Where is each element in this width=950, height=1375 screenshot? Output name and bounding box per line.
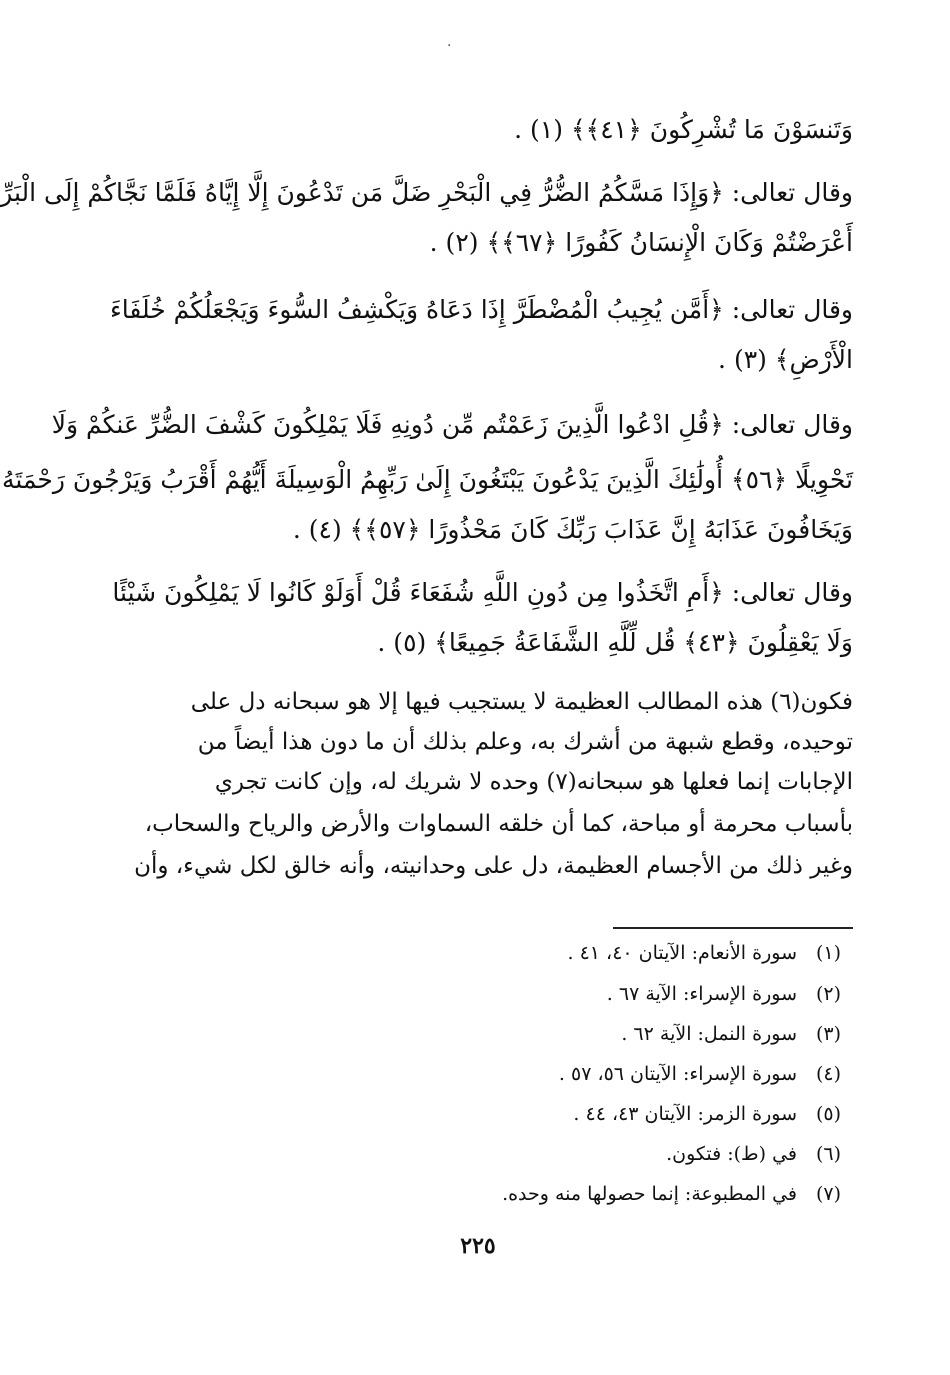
footnote-text: في (ط): فتكون. <box>666 1143 797 1165</box>
footnote <box>559 1059 841 1089</box>
verse-line: وقال تعالى: ﴿أَمِ اتَّخَذُوا مِن دُونِ اللَّهِ شُفَعَاءَ قُلْ أَوَلَوْ كَانُوا لَا يَمْلِكُونَ شَيْئًا <box>112 578 853 607</box>
body-line: بأسباب محرمة أو مباحة، كما أن خلقه السماوات والأرض والرياح والسحاب، <box>144 811 853 837</box>
verse-line: وقال تعالى: ﴿قُلِ ادْعُوا الَّذِينَ زَعَمْتُم مِّن دُونِهِ فَلَا يَمْلِكُونَ كَشْفَ الضُّرِّ عَنكُمْ وَلَا <box>51 410 853 439</box>
footnote-separator <box>613 927 853 929</box>
footnote <box>568 938 842 968</box>
footnote-number: (٢) <box>815 983 841 1005</box>
verse-line: وَيَخَافُونَ عَذَابَهُ إِنَّ عَذَابَ رَبِّكَ كَانَ مَحْذُورًا ﴿٥٧﴾﴾ (٤) . <box>292 515 853 544</box>
footnote-number: (٣) <box>815 1023 841 1045</box>
body-line: الإجابات إنما فعلها هو سبحانه(٧) وحده لا شريك له، وإن كانت تجري <box>214 769 853 795</box>
footnote-text: سورة النمل: الآية ٦٢ . <box>621 1023 797 1045</box>
verse-line: وقال تعالى: ﴿وَإِذَا مَسَّكُمُ الضُّرُّ فِي الْبَحْرِ ضَلَّ مَن تَدْعُونَ إِلَّا إِيَّاهُ فَلَمَّا نَجَّاكُمْ إِلَى الْبَرِّ <box>0 178 853 207</box>
body-line: وغير ذلك من الأجسام العظيمة، دل على وحدانيته، وأنه خالق لكل شيء، وأن <box>134 853 853 879</box>
verse-line: وَتَنسَوْنَ مَا تُشْرِكُونَ ﴿٤١﴾﴾ (١) . <box>514 115 853 144</box>
footnote-number: (٧) <box>815 1183 841 1205</box>
verse-line: أَعْرَضْتُمْ وَكَانَ الْإِنسَانُ كَفُورًا ﴿٦٧﴾﴾ (٢) . <box>429 228 853 257</box>
verse-line: تَحْوِيلًا ﴿٥٦﴾ أُولَٰئِكَ الَّذِينَ يَدْعُونَ يَبْتَغُونَ إِلَىٰ رَبِّهِمُ الْوَسِيلَةَ أَيُّهُمْ أَقْرَبُ وَيَرْجُونَ رَحْمَتَهُ <box>2 465 853 494</box>
footnote-text: سورة الزمر: الآيتان ٤٣، ٤٤ . <box>573 1103 797 1125</box>
footnote-number: (٥) <box>815 1103 841 1125</box>
body-line: توحيده، وقطع شبهة من أشرك به، وعلم بذلك أن ما دون هذا أيضاً من <box>197 729 853 755</box>
footnote-text: سورة الإسراء: الآيتان ٥٦، ٥٧ . <box>558 1063 797 1085</box>
verse-line: وَلَا يَعْقِلُونَ ﴿٤٣﴾ قُل لِّلَّهِ الشَّفَاعَةُ جَمِيعًا﴾ (٥) . <box>377 628 853 657</box>
body-line: فكون(٦) هذه المطالب العظيمة لا يستجيب فيها إلا هو سبحانه دل على <box>190 689 853 715</box>
footnote-number: (١) <box>815 942 841 964</box>
footnote-text: سورة الإسراء: الآية ٦٧ . <box>606 983 797 1005</box>
footnote <box>607 979 841 1009</box>
footnote-text: سورة الأنعام: الآيتان ٤٠، ٤١ . <box>567 942 797 964</box>
footnote <box>573 1099 841 1129</box>
footnote-text: في المطبوعة: إنما حصولها منه وحده. <box>502 1183 797 1205</box>
footnote <box>621 1019 841 1049</box>
verse-line: وقال تعالى: ﴿أَمَّن يُجِيبُ الْمُضْطَرَّ إِذَا دَعَاهُ وَيَكْشِفُ السُّوءَ وَيَجْعَلُكُمْ خُلَفَاءَ <box>109 295 853 324</box>
verse-line: الْأَرْضِ﴾ (٣) . <box>718 345 853 374</box>
scan-dot: · <box>447 38 452 54</box>
document-page <box>0 38 853 1295</box>
footnote <box>502 1179 841 1209</box>
footnote <box>666 1139 841 1169</box>
footnote-number: (٦) <box>815 1143 841 1165</box>
footnote-number: (٤) <box>815 1063 841 1085</box>
page-number: ٢٢٥ <box>460 1233 496 1259</box>
